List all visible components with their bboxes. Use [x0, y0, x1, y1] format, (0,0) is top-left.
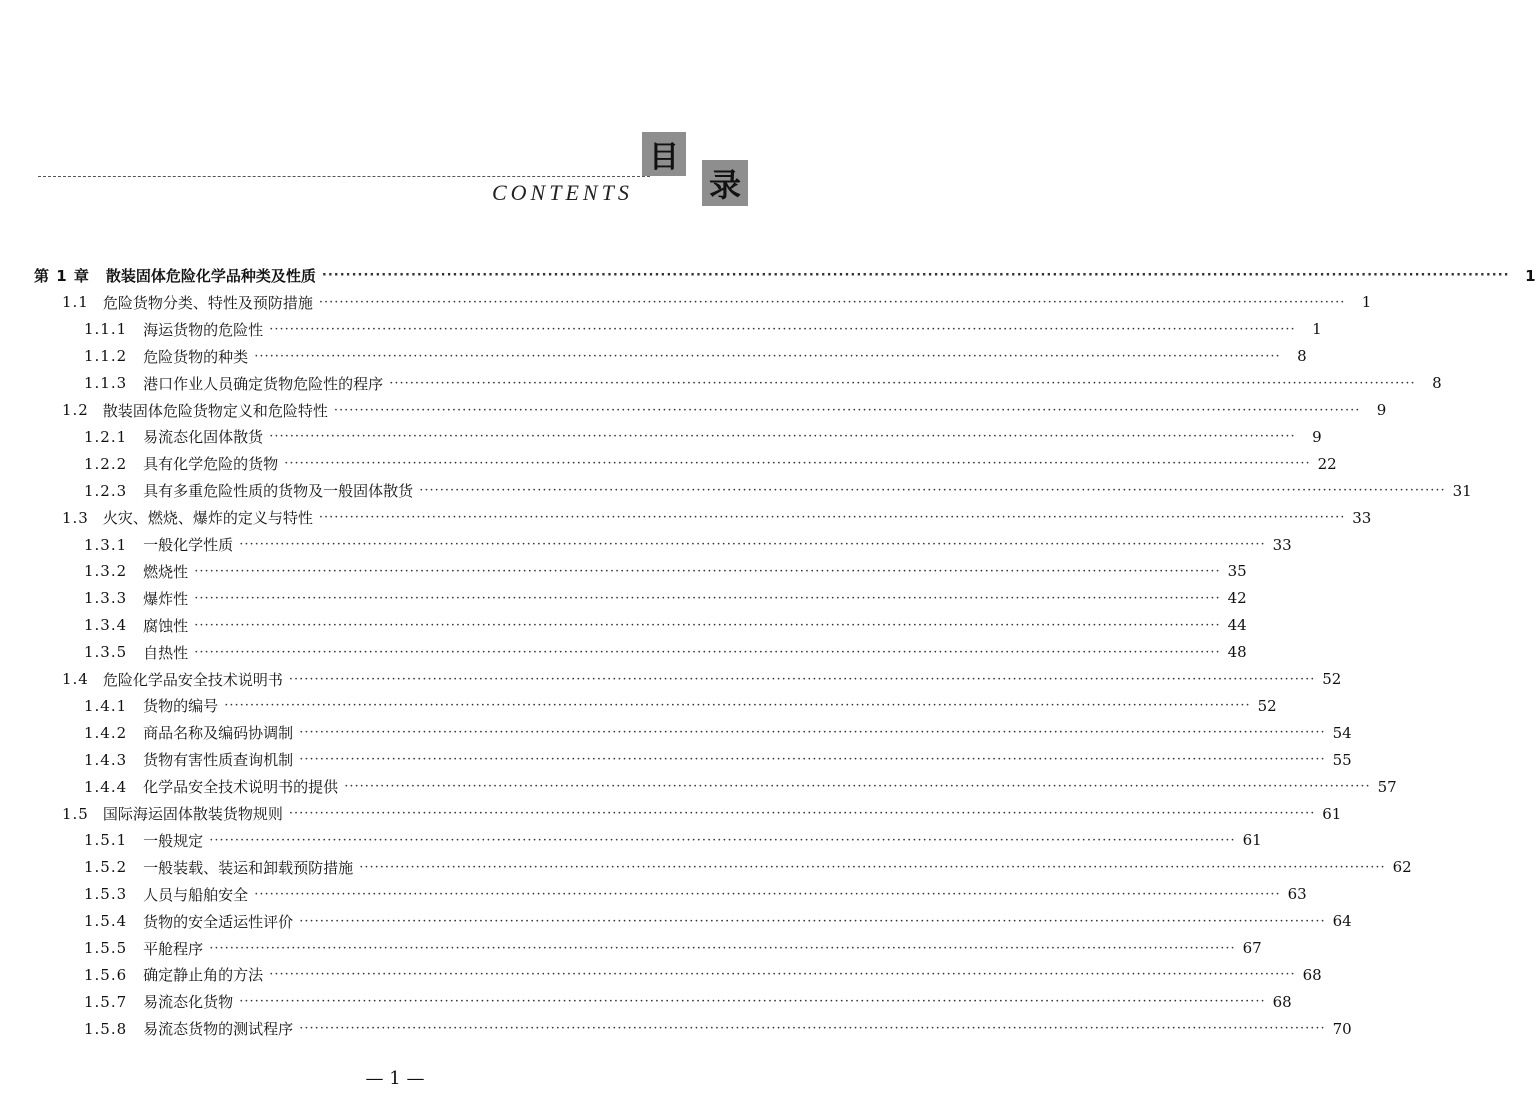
toc-entry-page: 33: [1272, 535, 1292, 554]
toc-entry-title: 燃烧性: [143, 562, 189, 581]
toc-entry[interactable]: [84, 639, 1247, 666]
toc-entry[interactable]: [62, 397, 1387, 424]
toc-entry-page: 33: [1352, 508, 1372, 527]
toc-entry-number: 1.3.1: [84, 535, 128, 554]
toc-entry-title: 散装固体危险货物定义和危险特性: [102, 401, 328, 420]
toc-entry-title: 爆炸性: [143, 589, 189, 608]
toc-entry-page: 70: [1332, 1019, 1352, 1038]
toc-entry-number: 第 1 章: [34, 267, 90, 285]
toc-entry-title: 平舱程序: [143, 939, 204, 958]
dot-leader: ········································································································································································································: [209, 940, 1236, 956]
dot-leader: ········································································································································································································: [389, 375, 1416, 391]
toc-entry-number: 1.3: [62, 508, 89, 527]
toc-entry[interactable]: [84, 370, 1442, 397]
toc-entry-number: 1.3.2: [84, 562, 128, 581]
dot-leader: ········································································································································································································: [224, 698, 1251, 714]
heading-char-lu: 录: [702, 160, 748, 206]
toc-entry-title: 危险货物的种类: [143, 347, 249, 366]
toc-entry[interactable]: [84, 773, 1397, 800]
toc-entry-page: 68: [1302, 965, 1322, 984]
dot-leader: ········································································································································································································: [269, 429, 1296, 445]
toc-entry-page: 9: [1312, 427, 1322, 446]
toc-entry[interactable]: [84, 692, 1277, 719]
toc-entry[interactable]: [84, 343, 1307, 370]
toc-entry-number: 1.5.1: [84, 831, 128, 850]
toc-entry-number: 1.1.3: [84, 374, 128, 393]
toc-entry[interactable]: [84, 988, 1292, 1015]
toc-entry-page: 1: [1312, 320, 1322, 339]
toc-entry-title: 人员与船舶安全: [143, 885, 249, 904]
heading-char-mu: 目: [642, 132, 686, 176]
toc-entry-title: 危险货物分类、特性及预防措施: [102, 293, 313, 312]
toc-entry-page: 1: [1525, 266, 1536, 285]
toc-entry-page: 68: [1272, 992, 1292, 1011]
dot-leader: ········································································································································································································: [209, 832, 1236, 848]
header-dashed-rule: [38, 176, 650, 177]
toc-entry[interactable]: [84, 477, 1472, 504]
toc-entry[interactable]: [84, 531, 1292, 558]
toc-entry-title: 易流态货物的测试程序: [143, 1020, 294, 1039]
dot-leader: ········································································································································································································: [359, 859, 1386, 875]
dot-leader: ········································································································································································································: [269, 321, 1296, 337]
toc-entry-title: 货物的安全适运性评价: [143, 912, 294, 931]
dot-leader: ········································································································································································································: [254, 348, 1281, 364]
toc-entry-number: 1.5.4: [84, 912, 128, 931]
toc-entry-title: 具有多重危险性质的货物及一般固体散货: [143, 482, 414, 501]
toc-entry[interactable]: [34, 262, 1536, 289]
toc-entry-page: 55: [1332, 750, 1352, 769]
dot-leader: ········································································································································································································: [344, 779, 1371, 795]
dot-leader: ········································································································································································································: [269, 967, 1296, 983]
toc-entry-number: 1.5: [62, 804, 89, 823]
toc-entry-page: 1: [1361, 293, 1372, 312]
toc-entry-number: 1.3.5: [84, 643, 128, 662]
toc-entry-page: 54: [1332, 723, 1352, 742]
toc-entry-title: 商品名称及编码协调制: [143, 724, 294, 743]
toc-entry-title: 危险化学品安全技术说明书: [102, 670, 283, 689]
dot-leader: ········································································································································································································: [284, 456, 1311, 472]
toc-entry-number: 1.4.4: [84, 777, 128, 796]
toc-entry-page: 63: [1287, 885, 1307, 904]
toc-entry[interactable]: [84, 881, 1307, 908]
dot-leader: ········································································································································································································: [288, 806, 1316, 821]
toc-entry-title: 散装固体危险化学品种类及性质: [105, 267, 316, 285]
toc-entry-page: 52: [1322, 670, 1342, 688]
toc-entry[interactable]: [84, 935, 1262, 962]
dot-leader: ········································································································································································································: [299, 725, 1326, 741]
toc-entry-page: 22: [1317, 454, 1337, 473]
contents-heading: CONTENTS: [492, 180, 633, 205]
toc-entry[interactable]: [84, 585, 1247, 612]
toc-entry-page: 48: [1227, 643, 1247, 662]
toc-entry-number: 1.2.1: [84, 427, 128, 446]
dot-leader: ········································································································································································································: [239, 537, 1266, 552]
toc-entry-page: 67: [1242, 939, 1262, 957]
toc-entry-title: 腐蚀性: [143, 616, 189, 635]
toc-entry-number: 1.5.8: [84, 1019, 128, 1038]
toc-entry[interactable]: [62, 504, 1372, 531]
dot-leader: ········································································································································································································: [299, 1021, 1326, 1037]
toc-entry-page: 8: [1297, 347, 1307, 366]
page-number: — 1 —: [365, 1068, 425, 1089]
toc-entry[interactable]: [84, 854, 1412, 881]
toc-entry-page: 64: [1332, 912, 1352, 931]
toc-entry-number: 1.1.2: [84, 347, 128, 366]
toc-entry-title: 货物的编号: [143, 697, 219, 716]
toc-entry[interactable]: [62, 666, 1342, 693]
toc-entry-page: 44: [1227, 616, 1247, 635]
toc-entry-title: 易流态化固体散货: [143, 428, 264, 447]
toc-header: [0, 0, 790, 240]
dot-leader: ········································································································································································································: [288, 671, 1316, 687]
toc-entry[interactable]: [84, 908, 1352, 935]
toc-entry-page: 9: [1376, 401, 1387, 419]
toc-entry-page: 52: [1257, 696, 1277, 715]
toc-entry-page: 57: [1377, 777, 1397, 796]
dot-leader: ········································································································································································································: [254, 886, 1281, 902]
toc-entry-title: 易流态化货物: [143, 993, 234, 1012]
toc-entry[interactable]: [62, 800, 1342, 827]
toc-entry-page: 61: [1322, 804, 1342, 823]
toc-entry-title: 海运货物的危险性: [143, 320, 264, 339]
toc-entry-title: 自热性: [143, 643, 189, 662]
toc-entry[interactable]: [84, 719, 1352, 746]
toc-entry[interactable]: [62, 289, 1372, 316]
toc-entry-page: 8: [1432, 374, 1442, 393]
toc-entry[interactable]: [84, 423, 1322, 450]
dot-leader: ········································································································································································································: [419, 483, 1446, 499]
toc-entry-number: 1.2.3: [84, 481, 128, 500]
dot-leader: ········································································································································································································: [299, 913, 1326, 929]
toc-entry-number: 1.3.3: [84, 589, 128, 608]
dot-leader: ········································································································································································································: [299, 752, 1326, 768]
toc-entry[interactable]: [84, 746, 1352, 773]
toc-entry-number: 1.5.6: [84, 965, 128, 984]
toc-entry[interactable]: [84, 450, 1337, 477]
toc-entry[interactable]: [84, 1015, 1352, 1042]
toc-entry-title: 火灾、燃烧、爆炸的定义与特性: [102, 509, 313, 528]
dot-leader: ········································································································································································································: [194, 617, 1221, 633]
dot-leader: ········································································································································································································: [318, 294, 1346, 310]
toc-entry-title: 一般装载、装运和卸载预防措施: [143, 858, 354, 877]
toc-entry-number: 1.2.2: [84, 454, 128, 473]
dot-leader: ········································································································································································································: [239, 994, 1266, 1010]
toc-entry-page: 35: [1227, 562, 1247, 581]
toc-entry-page: 61: [1242, 831, 1262, 850]
toc-entry[interactable]: [84, 612, 1247, 639]
toc-entry-number: 1.5.3: [84, 885, 128, 904]
dot-leader: ········································································································································································································: [194, 563, 1221, 579]
toc-entry-page: 42: [1227, 589, 1247, 608]
toc-entry-title: 确定静止角的方法: [143, 966, 264, 985]
dot-leader: ········································································································································································································: [321, 268, 1510, 283]
toc-entry-title: 具有化学危险的货物: [143, 455, 279, 474]
toc-entry-number: 1.2: [62, 401, 89, 419]
toc-entry-number: 1.3.4: [84, 616, 128, 635]
toc-entry-title: 国际海运固体散装货物规则: [102, 805, 283, 823]
toc-entry-page: 31: [1452, 481, 1472, 500]
toc-entry-number: 1.5.7: [84, 992, 128, 1011]
toc-entry-title: 一般规定: [143, 831, 204, 850]
toc-entry-title: 一般化学性质: [143, 536, 234, 554]
toc-entry-number: 1.5.5: [84, 939, 128, 957]
toc-entry-number: 1.4: [62, 670, 89, 688]
toc-entry[interactable]: [84, 558, 1247, 585]
toc-entry[interactable]: [84, 316, 1322, 343]
toc-entry-number: 1.1: [62, 293, 89, 312]
toc-entry[interactable]: [84, 827, 1262, 854]
dot-leader: ········································································································································································································: [333, 402, 1361, 418]
toc-entry-number: 1.4.3: [84, 750, 128, 769]
toc-entry-number: 1.4.2: [84, 723, 128, 742]
toc-entry-title: 货物有害性质查询机制: [143, 751, 294, 770]
toc-entry-number: 1.5.2: [84, 858, 128, 877]
toc-entry-number: 1.1.1: [84, 320, 128, 339]
toc-entry-page: 62: [1392, 858, 1412, 877]
toc-entry-number: 1.4.1: [84, 696, 128, 715]
dot-leader: ········································································································································································································: [194, 590, 1221, 606]
dot-leader: ········································································································································································································: [318, 510, 1346, 526]
toc-entry-title: 化学品安全技术说明书的提供: [143, 778, 339, 797]
toc-entry[interactable]: [84, 961, 1322, 988]
dot-leader: ········································································································································································································: [194, 644, 1221, 660]
toc-entry-title: 港口作业人员确定货物危险性的程序: [143, 374, 384, 393]
